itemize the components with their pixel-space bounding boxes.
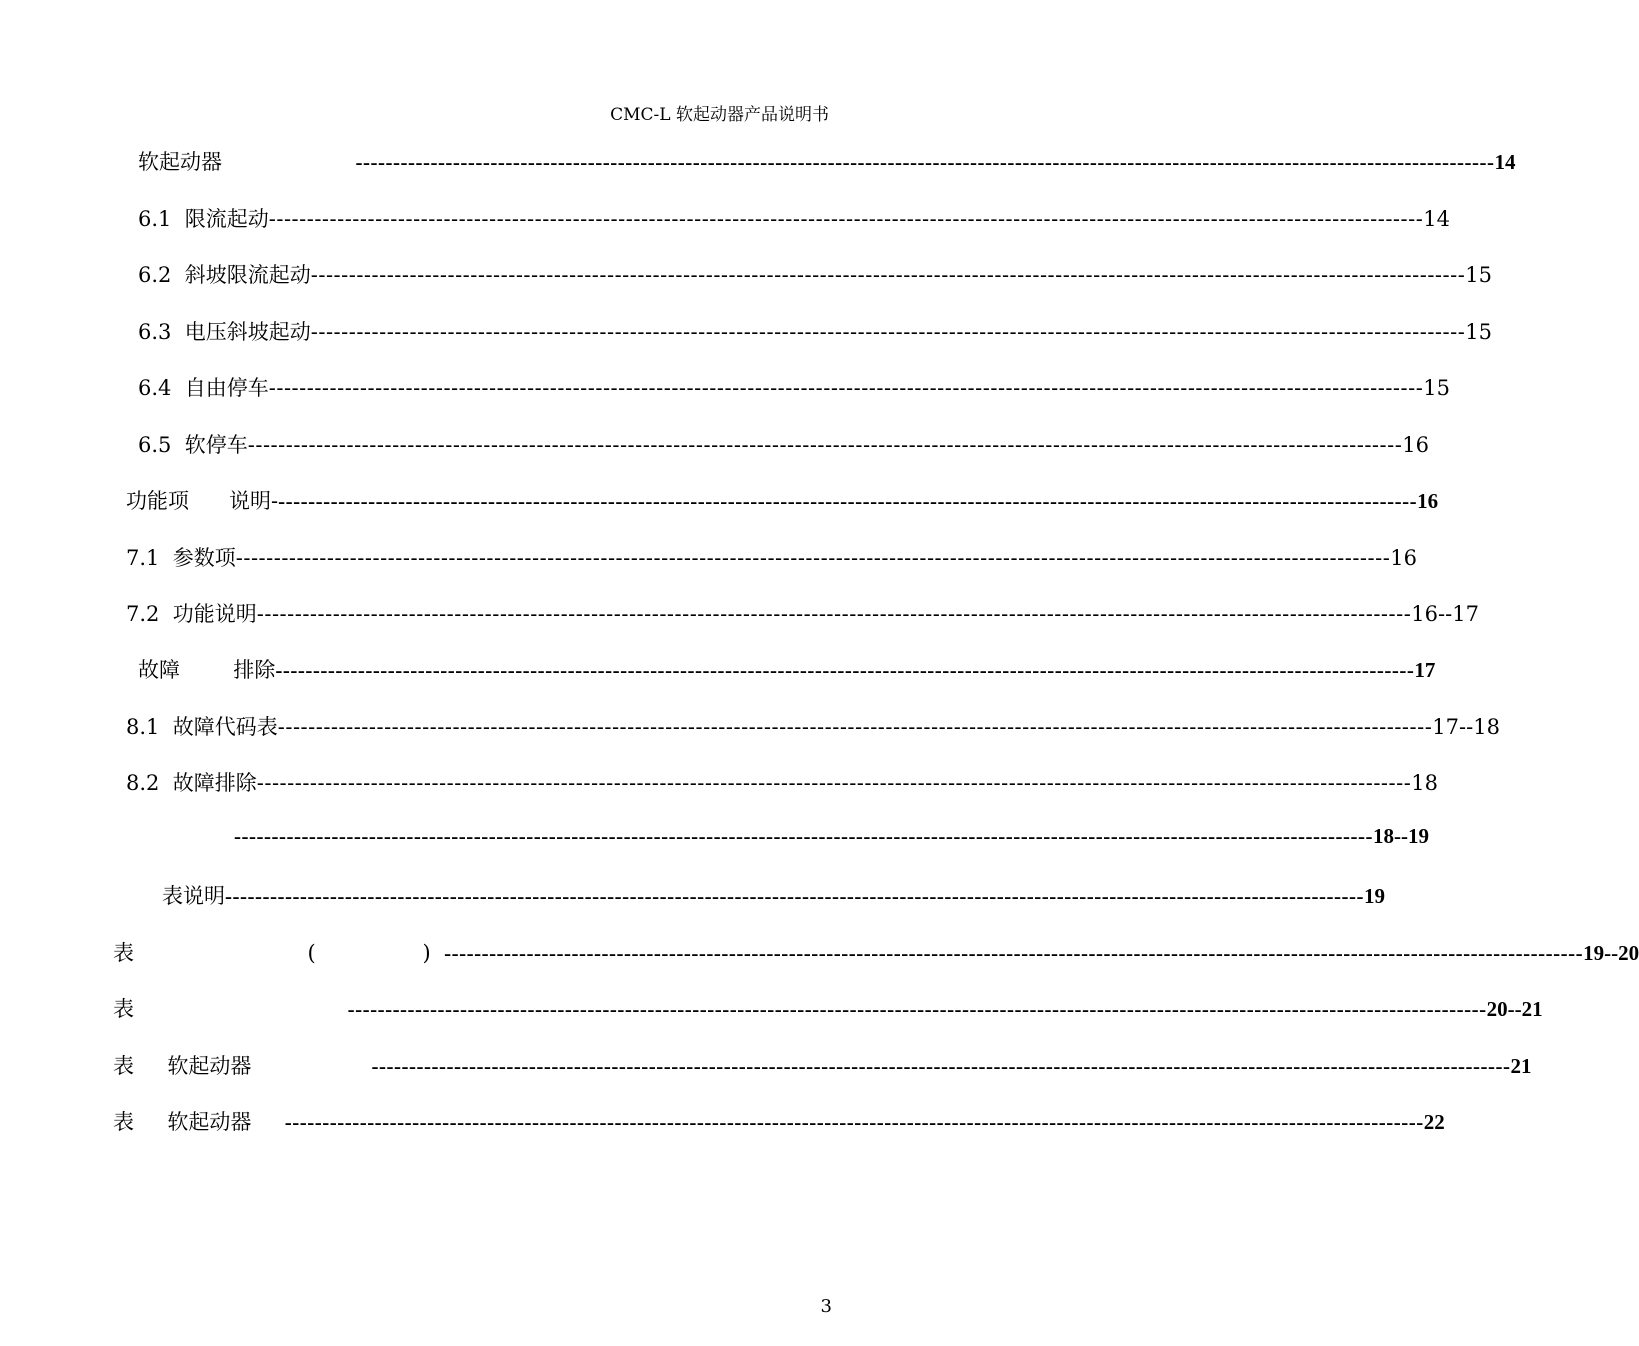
toc-page: 18 — [1411, 771, 1439, 795]
toc-label: 8.2 故障排除 — [126, 771, 257, 795]
toc-label: 7.2 功能说明 — [126, 602, 257, 626]
toc-entry-troubleshooting[interactable] — [138, 654, 1436, 684]
toc-entry-function-items[interactable] — [126, 485, 1439, 515]
toc-label: 软起动器 — [138, 150, 356, 174]
toc-page: 14 — [1423, 207, 1451, 231]
toc-page: 20--21 — [1486, 997, 1543, 1021]
toc-leader: -------------------------------------------------------------------------------------------------------------------------------------------------------- — [284, 1110, 1424, 1134]
toc-page: 16--17 — [1411, 602, 1479, 626]
toc-entry-6-4[interactable] — [138, 372, 1451, 402]
toc-label: 8.1 故障代码表 — [126, 715, 278, 739]
toc-entry-7-2[interactable] — [126, 598, 1479, 628]
toc-entry-8-1[interactable] — [126, 711, 1500, 741]
toc-page: 16 — [1402, 433, 1430, 457]
toc-entry-table-4[interactable] — [113, 1106, 1445, 1136]
toc-entry-6-2[interactable] — [138, 259, 1493, 289]
toc-label: 6.3 电压斜坡起动 — [138, 320, 311, 344]
toc-page: 14 — [1494, 150, 1516, 174]
toc-page: 22 — [1423, 1110, 1445, 1134]
toc-entry-6-3[interactable] — [138, 316, 1493, 346]
toc-page: 15 — [1423, 376, 1451, 400]
toc-label: 6.2 斜坡限流起动 — [138, 263, 311, 287]
toc-entry-table-3[interactable] — [113, 1050, 1532, 1080]
toc-leader: -------------------------------------------------------------------------------------------------------------------------------------------------------- — [235, 546, 1391, 570]
toc-label: 6.5 软停车 — [138, 433, 248, 457]
toc-label: 表 — [113, 997, 348, 1021]
toc-label: 6.1 限流起动 — [138, 207, 269, 231]
toc-leader: -------------------------------------------------------------------------------------------------------------------------------------------------------- — [371, 1054, 1511, 1078]
toc-label: 故障 排除 — [138, 658, 276, 682]
toc-page: 15 — [1465, 263, 1493, 287]
page-number: 3 — [820, 1296, 832, 1317]
toc-leader: -------------------------------------------------------------------------------------------------------------------------------------------------------- — [310, 263, 1466, 287]
toc-page: 19 — [1363, 884, 1385, 908]
toc-page: 17--18 — [1432, 715, 1500, 739]
toc-entry-6-5[interactable] — [138, 429, 1430, 459]
toc-entry-table-1[interactable] — [113, 937, 1639, 967]
toc-label: 功能项 说明- — [126, 489, 279, 513]
toc-leader: -------------------------------------------------------------------------------------------------------------------------------------------------------- — [247, 433, 1403, 457]
toc-leader: -------------------------------------------------------------------------------------------------------------------------------------------------------- — [256, 771, 1412, 795]
toc-label: 表 软起动器 — [113, 1110, 285, 1134]
toc-entry-softstarter[interactable] — [138, 146, 1516, 176]
toc-page: 17 — [1414, 658, 1436, 682]
toc-page: 15 — [1465, 320, 1493, 344]
toc-entry-6-1[interactable] — [138, 203, 1451, 233]
toc-leader: -------------------------------------------------------------------------------------------------------------------------------------------------------- — [225, 884, 1364, 908]
toc-label: 表 软起动器 — [113, 1054, 372, 1078]
toc-leader: -------------------------------------------------------------------------------------------------------------------------------------------------------- — [234, 824, 1373, 848]
toc-page: 18--19 — [1372, 824, 1429, 848]
toc-leader: -------------------------------------------------------------------------------------------------------------------------------------------------------- — [277, 715, 1433, 739]
toc-label: 6.4 自由停车 — [138, 376, 269, 400]
toc-page: 16 — [1390, 546, 1418, 570]
toc-page: 21 — [1510, 1054, 1532, 1078]
toc-leader: -------------------------------------------------------------------------------------------------------------------------------------------------------- — [275, 658, 1415, 682]
toc-entry-table-2[interactable] — [113, 993, 1543, 1023]
toc-entry-8-2[interactable] — [126, 767, 1439, 797]
toc-leader: -------------------------------------------------------------------------------------------------------------------------------------------------------- — [268, 376, 1424, 400]
toc-leader: -------------------------------------------------------------------------------------------------------------------------------------------------------- — [355, 150, 1495, 174]
toc-leader: -------------------------------------------------------------------------------------------------------------------------------------------------------- — [310, 320, 1466, 344]
toc-leader: -------------------------------------------------------------------------------------------------------------------------------------------------------- — [347, 997, 1487, 1021]
toc-page: 16 — [1417, 489, 1439, 513]
toc-leader: -------------------------------------------------------------------------------------------------------------------------------------------------------- — [444, 941, 1584, 965]
toc-entry-7-1[interactable] — [126, 542, 1418, 572]
toc-entry-table-notes[interactable] — [162, 880, 1385, 910]
toc-leader: -------------------------------------------------------------------------------------------------------------------------------------------------------- — [278, 489, 1418, 513]
toc-label: 表说明 — [162, 884, 225, 908]
running-header: CMC-L 软起动器产品说明书 — [610, 105, 829, 125]
toc-leader: -------------------------------------------------------------------------------------------------------------------------------------------------------- — [256, 602, 1412, 626]
toc-page: 19--20 — [1583, 941, 1639, 965]
toc-label: 表 ( ) — [113, 941, 445, 965]
toc-entry-unlabeled[interactable] — [234, 824, 1429, 849]
toc-label: 7.1 参数项 — [126, 546, 236, 570]
toc-leader: -------------------------------------------------------------------------------------------------------------------------------------------------------- — [268, 207, 1424, 231]
